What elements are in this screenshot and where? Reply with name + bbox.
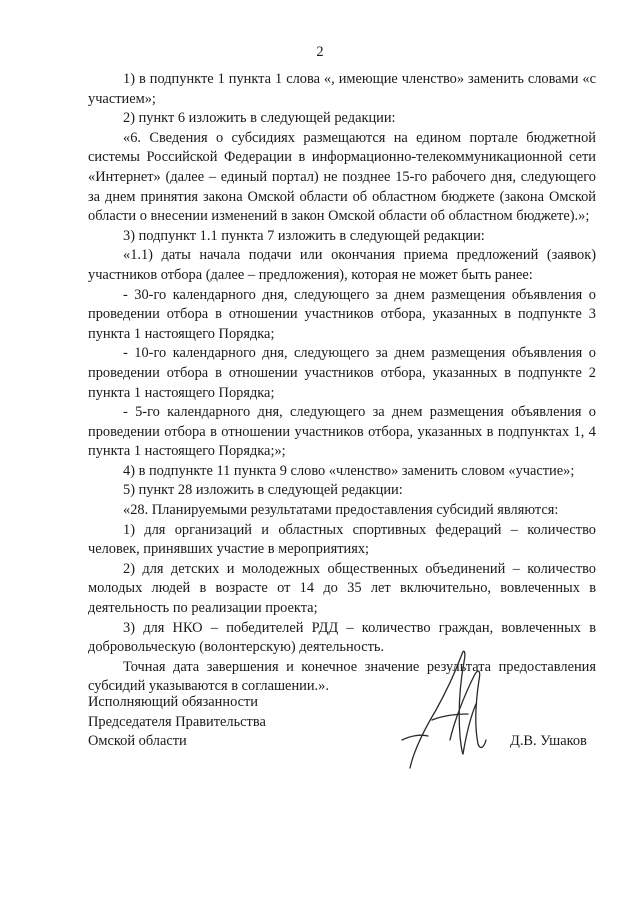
amendment-item-5: 5) пункт 28 изложить в следующей редакции: (123, 482, 403, 499)
handwritten-signature (380, 640, 500, 775)
quoted-clause-6: «6. Сведения о субсидиях размещаются на едином портале бюджетной системы Российской Федерации в информационно-телекоммуникационной сети «Интернет» (далее – единый портал) не позднее 15-го рабочего дня, следующего за днем принятия закона Омской области об областном бюджете (закона Омской области о внесении изменений в закон Омской области об областном бюджете).»; (88, 129, 596, 225)
page-number: 2 (316, 44, 324, 60)
result-item-1: 1) для организаций и областных спортивных федераций – количество человек, принявших участие в мероприятиях; (88, 521, 596, 558)
amendment-item-2: 2) пункт 6 изложить в следующей редакции: (123, 110, 396, 127)
signatory-title-line: Исполняющий обязанности (88, 694, 259, 710)
amendment-item-4: 4) в подпункте 11 пункта 9 слово «членство» заменить словом «участие»; (123, 462, 575, 479)
result-item-2: 2) для детских и молодежных общественных объединений – количество молодых людей в возрасте от 14 до 35 лет включительно, вовлеченных в деятельность по реализации проекта; (88, 560, 596, 617)
quoted-subclause-1-1: «1.1) даты начала подачи или окончания приема предложений (заявок) участников отбора (далее – предложения), которая не может быть ранее: (88, 247, 596, 283)
result-item-3: 3) для НКО – победителей РДД – количество граждан, вовлеченных в добровольческую (волонтерскую) деятельность. (88, 619, 596, 656)
dash-item-5-days: - 5-го календарного дня, следующего за днем размещения объявления о проведении отбора в отношении участников отбора, указанных в подпунктах 1, 4 пункта 1 настоящего Порядка;»; (88, 404, 596, 460)
quoted-clause-28: «28. Планируемыми результатами предоставления субсидий являются: (123, 502, 559, 519)
closing-paragraph: Точная дата завершения и конечное значение результата предоставления субсидий указываются в соглашении.». (88, 658, 596, 695)
amendment-item-1: 1) в подпункте 1 пункта 1 слова «, имеющие членство» заменить словами «с участием»; (88, 71, 596, 107)
dash-item-30-days: - 30-го календарного дня, следующего за днем размещения объявления о проведении отбора в отношении участников отбора, указанных в подпункте 3 пункта 1 настоящего Порядка; (88, 286, 596, 342)
amendment-item-3: 3) подпункт 1.1 пункта 7 изложить в следующей редакции: (123, 227, 485, 244)
signatory-title-line: Омской области (88, 733, 187, 750)
signatory-title-line: Председателя Правительства (88, 713, 266, 730)
signatory-name: Д.В. Ушаков (510, 733, 587, 749)
dash-item-10-days: - 10-го календарного дня, следующего за днем размещения объявления о проведении отбора в отношении участников отбора, указанных в подпункте 2 пункта 1 настоящего Порядка; (88, 345, 596, 401)
signatory-title (88, 693, 266, 752)
document-body (88, 70, 596, 697)
